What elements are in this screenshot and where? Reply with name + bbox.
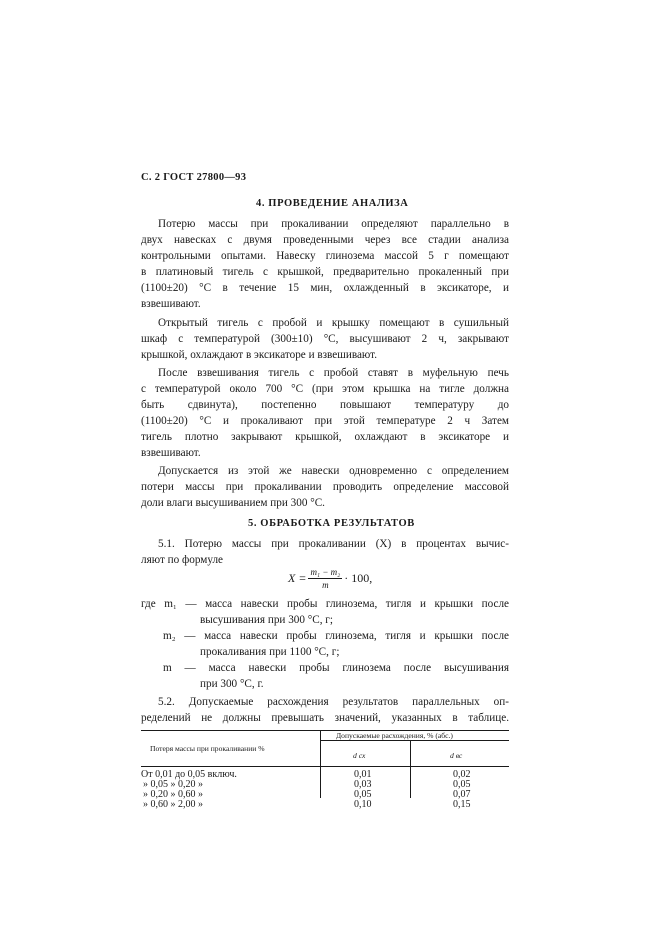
s4-line: быть сдвинута), постепенно повышают температуру до xyxy=(141,399,509,411)
s4-line: контрольными опытами. Навеску глинозема массой 5 г помещают xyxy=(141,250,509,262)
table-row-range: » 0,60 » 2,00 » xyxy=(143,799,203,810)
def-line: где m₁ — масса навески пробы глинозема, тигля и крышки после xyxy=(141,598,509,610)
section-4-title: 4. ПРОВЕДЕНИЕ АНАЛИЗА xyxy=(256,198,409,209)
table-cell-d2: 0,05 xyxy=(453,779,471,790)
def-line: при 300 °С, г. xyxy=(200,678,264,690)
table-cell-d1: 0,10 xyxy=(354,799,372,810)
s4-line: доли влаги высушиванием при 300 °С. xyxy=(141,497,325,509)
table-subheader-dvs: d вс xyxy=(450,751,463,760)
def-line: m₂ — масса навески пробы глинозема, тигля и крышки после xyxy=(163,630,509,642)
table-group-header: Допускаемые расхождения, % (абс.) xyxy=(336,731,453,740)
s4-line: Допускается из этой же навески одновременно с определением xyxy=(158,465,509,477)
s5-p2-line1: 5.2. Допускаемые расхождения результатов параллельных оп- xyxy=(158,696,509,708)
s4-line: Потерю массы при прокаливании определяют параллельно в xyxy=(158,218,509,230)
formula-numerator: m₁ − m₂ xyxy=(310,567,341,577)
s4-line: (1100±20) °С в течение 15 мин, охлажденный в эксикаторе, и xyxy=(141,282,509,294)
s5-p2-line2: ределений не должны превышать значений, указанных в таблице. xyxy=(141,712,509,724)
s4-line: двух навесках с двумя проведенными через все стадии анализа xyxy=(141,234,509,246)
s4-line: с температурой около 700 °С (при этом крышка на тигле должна xyxy=(141,383,509,395)
s5-p1-line2: ляют по формуле xyxy=(141,554,223,566)
def-line: m — масса навески пробы глинозема после высушивания xyxy=(163,662,509,674)
s4-line: шкаф с температурой (300±10) °С, высушивают 2 ч, закрывают xyxy=(141,333,509,345)
def-line: прокаливания при 1100 °С, г; xyxy=(200,646,340,658)
table-vline-1 xyxy=(320,730,321,798)
s4-line: потери массы при прокаливании проводить определение массовой xyxy=(141,481,509,493)
table-row-range: » 0,20 » 0,60 » xyxy=(143,789,203,800)
formula-rhs: · 100, xyxy=(344,571,373,585)
formula-denominator: m xyxy=(322,580,329,590)
def-line: высушивания при 300 °С, г; xyxy=(200,614,333,626)
formula xyxy=(288,566,372,591)
s4-line: Открытый тигель с пробой и крышку помещают в сушильный xyxy=(158,317,509,329)
table-cell-d1: 0,01 xyxy=(354,769,372,780)
page-header: С. 2 ГОСТ 27800—93 xyxy=(141,172,247,183)
table-subheader-dsx: d сх xyxy=(353,751,366,760)
table-cell-d1: 0,03 xyxy=(354,779,372,790)
table-cell-d1: 0,05 xyxy=(354,789,372,800)
table-vline-2 xyxy=(410,740,411,798)
s4-line: После взвешивания тигель с пробой ставят в муфельную печь xyxy=(158,367,509,379)
s4-line: в платиновый тигель с крышкой, предварительно прокаленный при xyxy=(141,266,509,278)
s4-line: тигель плотно закрывают крышкой, охлаждают в эксикаторе и xyxy=(141,431,509,443)
s4-line: взвешивают. xyxy=(141,298,201,310)
s5-p1-line1: 5.1. Потерю массы при прокаливании (X) в процентах вычис- xyxy=(158,538,509,550)
formula-lhs: X = xyxy=(288,571,307,585)
s4-line: крышкой, охлаждают в эксикаторе и взвешивают. xyxy=(141,349,377,361)
s4-line: взвешивают. xyxy=(141,447,201,459)
table-row-range: От 0,01 до 0,05 включ. xyxy=(141,769,237,780)
table-header-rule xyxy=(141,766,509,767)
s4-line: (1100±20) °С и прокаливают при этой температуре 2 ч Затем xyxy=(141,415,509,427)
section-5-title: 5. ОБРАБОТКА РЕЗУЛЬТАТОВ xyxy=(248,518,415,529)
table-top-rule xyxy=(141,730,509,731)
table-cell-d2: 0,07 xyxy=(453,789,471,800)
table-cell-d2: 0,02 xyxy=(453,769,471,780)
table-group-rule xyxy=(320,740,509,741)
table-row-range: » 0,05 » 0,20 » xyxy=(143,779,203,790)
formula-fraction xyxy=(308,566,342,591)
table-col1-header: Потеря массы при прокаливании % xyxy=(150,744,265,753)
table-cell-d2: 0,15 xyxy=(453,799,471,810)
